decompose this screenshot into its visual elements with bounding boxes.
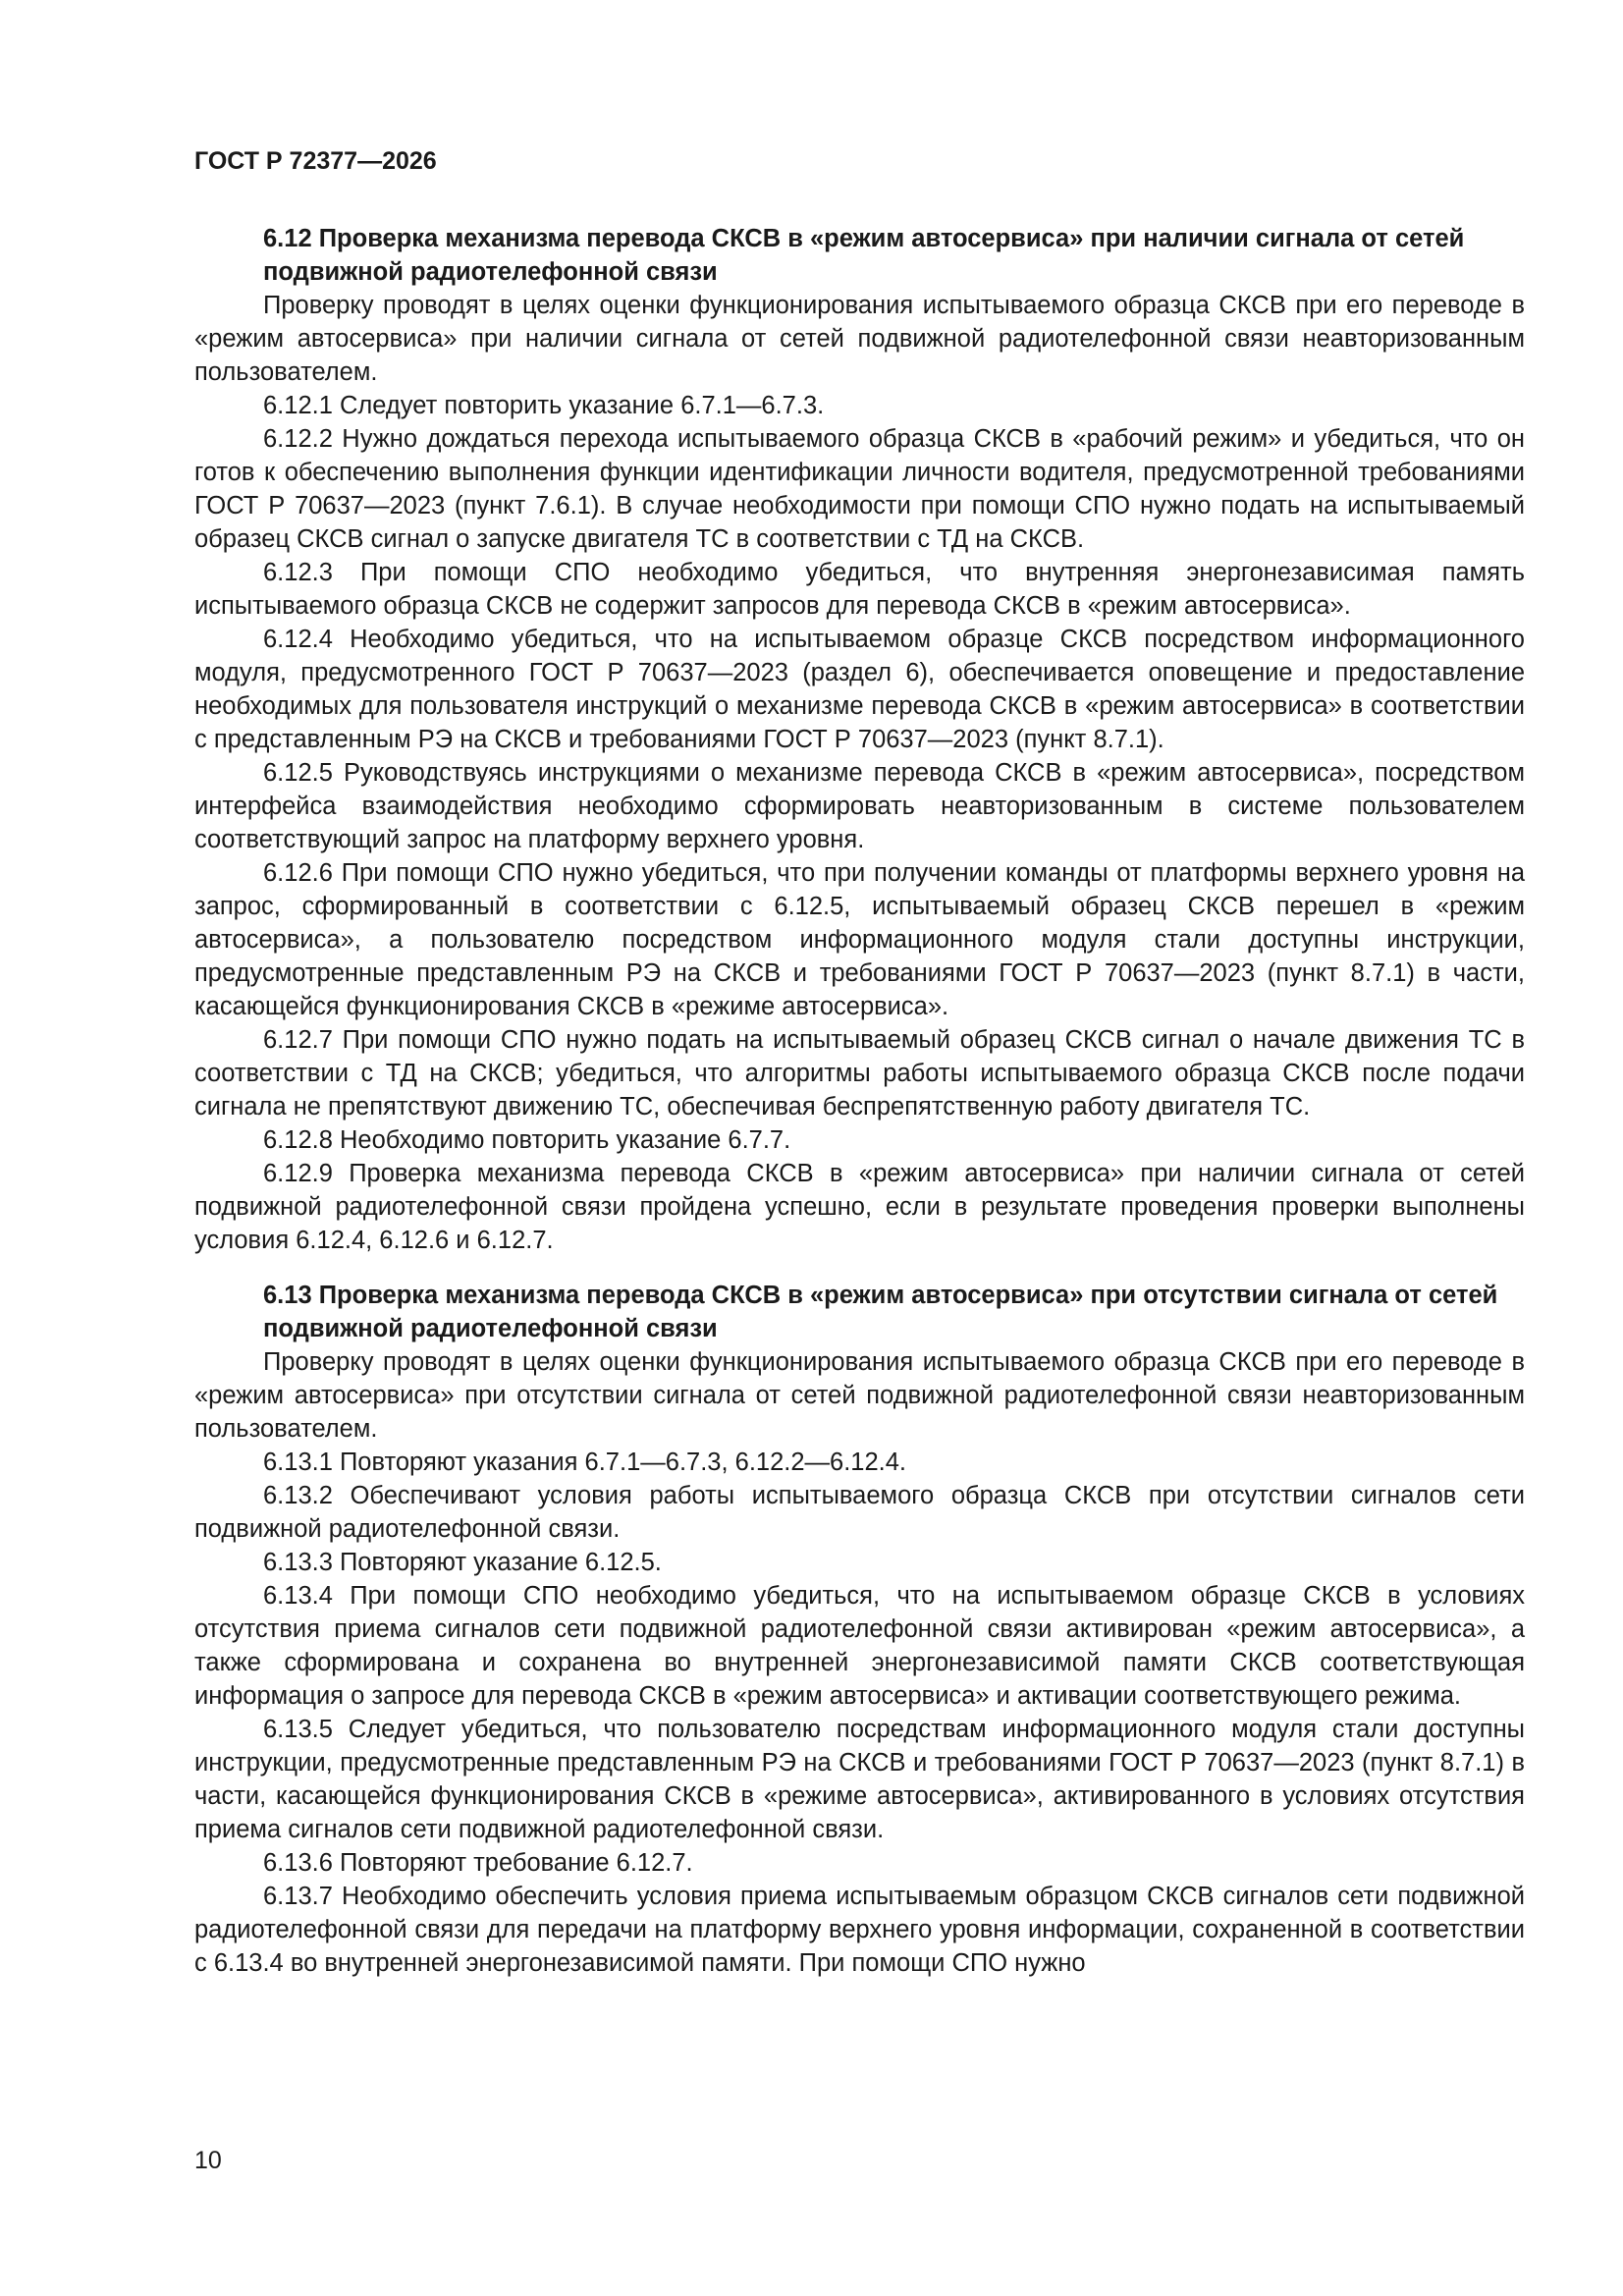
paragraph: 6.13.2 Обеспечивают условия работы испытываемого образца СКСВ при отсутствии сигналов сети подвижной радиотелефонной связи. [194,1482,1525,1543]
paragraph: 6.13.3 Повторяют указание 6.12.5. [263,1549,662,1576]
section-heading: 6.12 Проверка механизма перевода СКСВ в «режим автосервиса» при наличии сигнала от сетей подвижной радиотелефонной связи [263,225,1465,286]
paragraph: 6.13.1 Повторяют указания 6.7.1—6.7.3, 6.12.2—6.12.4. [263,1449,907,1476]
paragraph: 6.12.4 Необходимо убедиться, что на испытываемом образце СКСВ посредством информационного модуля, предусмотренного ГОСТ Р 70637—2023 (раздел 6), обеспечивается оповещение и предоставление необходимых для пользователя инструкций о механизме перевода СКСВ в «режим автосервиса» в соответствии с представленным РЭ на СКСВ и требованиями ГОСТ Р 70637—2023 (пункт 8.7.1). [194,626,1525,753]
paragraph: 6.12.9 Проверка механизма перевода СКСВ в «режим автосервиса» при наличии сигнала от сетей подвижной радиотелефонной связи пройдена успешно, если в результате проведения проверки выполнены условия 6.12.4, 6.12.6 и 6.12.7. [194,1160,1525,1254]
paragraph: 6.12.3 При помощи СПО необходимо убедиться, что внутренняя энергонезависимая память испытываемого образца СКСВ не содержит запросов для перевода СКСВ в «режим автосервиса». [194,559,1525,620]
paragraph: Проверку проводят в целях оценки функционирования испытываемого образца СКСВ при его переводе в «режим автосервиса» при отсутствии сигнала от сетей подвижной радиотелефонной связи неавторизованным пользователем. [194,1348,1525,1443]
paragraph: 6.12.8 Необходимо повторить указание 6.7.7. [263,1126,791,1154]
paragraph: 6.12.1 Следует повторить указание 6.7.1—6.7.3. [263,392,825,419]
paragraph: 6.12.5 Руководствуясь инструкциями о механизме перевода СКСВ в «режим автосервиса», посредством интерфейса взаимодействия необходимо сформировать неавторизованным в системе пользователем соответствующий запрос на платформу верхнего уровня. [194,759,1525,853]
paragraph: 6.13.5 Следует убедиться, что пользователю посредствам информационного модуля стали доступны инструкции, предусмотренные представленным РЭ на СКСВ и требованиями ГОСТ Р 70637—2023 (пункт 8.7.1) в части, касающейся функционирования СКСВ в «режиме автосервиса», активированного в условиях отсутствия приема сигналов сети подвижной радиотелефонной связи. [194,1716,1525,1843]
paragraph: 6.12.6 При помощи СПО нужно убедиться, что при получении команды от платформы верхнего уровня на запрос, сформированный в соответствии с 6.12.5, испытываемый образец СКСВ перешел в «режим автосервиса», а пользователю посредством информационного модуля стали доступны инструкции, предусмотренные представленным РЭ на СКСВ и требованиями ГОСТ Р 70637—2023 (пункт 8.7.1) в части, касающейся функционирования СКСВ в «режиме автосервиса». [194,859,1525,1020]
paragraph: 6.12.7 При помощи СПО нужно подать на испытываемый образец СКСВ сигнал о начале движения ТС в соответствии с ТД на СКСВ; убедиться, что алгоритмы работы испытываемого образца СКСВ после подачи сигнала не препятствуют движению ТС, обеспечивая беспрепятственную работу двигателя ТС. [194,1026,1525,1121]
paragraph: 6.13.7 Необходимо обеспечить условия приема испытываемым образцом СКСВ сигналов сети подвижной радиотелефонной связи для передачи на платформу верхнего уровня информации, сохраненной в соответствии с 6.13.4 во внутренней энергонезависимой памяти. При помощи СПО нужно [194,1883,1525,1977]
paragraph: Проверку проводят в целях оценки функционирования испытываемого образца СКСВ при его переводе в «режим автосервиса» при наличии сигнала от сетей подвижной радиотелефонной связи неавторизованным пользователем. [194,292,1525,386]
paragraph: 6.13.6 Повторяют требование 6.12.7. [263,1849,693,1877]
document-header: ГОСТ Р 72377—2026 [194,147,437,175]
page-body [194,222,1525,1980]
section-heading: 6.13 Проверка механизма перевода СКСВ в «режим автосервиса» при отсутствии сигнала от сетей подвижной радиотелефонной связи [263,1282,1498,1342]
paragraph: 6.13.4 При помощи СПО необходимо убедиться, что на испытываемом образце СКСВ в условиях отсутствия приема сигналов сети подвижной радиотелефонной связи активирован «режим автосервиса», а также сформирована и сохранена во внутренней энергонезависимой памяти СКСВ соответствующая информация о запросе для перевода СКСВ в «режим автосервиса» и активации соответствующего режима. [194,1582,1525,1710]
page-number: 10 [194,2147,222,2174]
paragraph: 6.12.2 Нужно дождаться перехода испытываемого образца СКСВ в «рабочий режим» и убедиться, что он готов к обеспечению выполнения функции идентификации личности водителя, предусмотренной требованиями ГОСТ Р 70637—2023 (пункт 7.6.1). В случае необходимости при помощи СПО нужно подать на испытываемый образец СКСВ сигнал о запуске двигателя ТС в соответствии с ТД на СКСВ. [194,425,1525,553]
